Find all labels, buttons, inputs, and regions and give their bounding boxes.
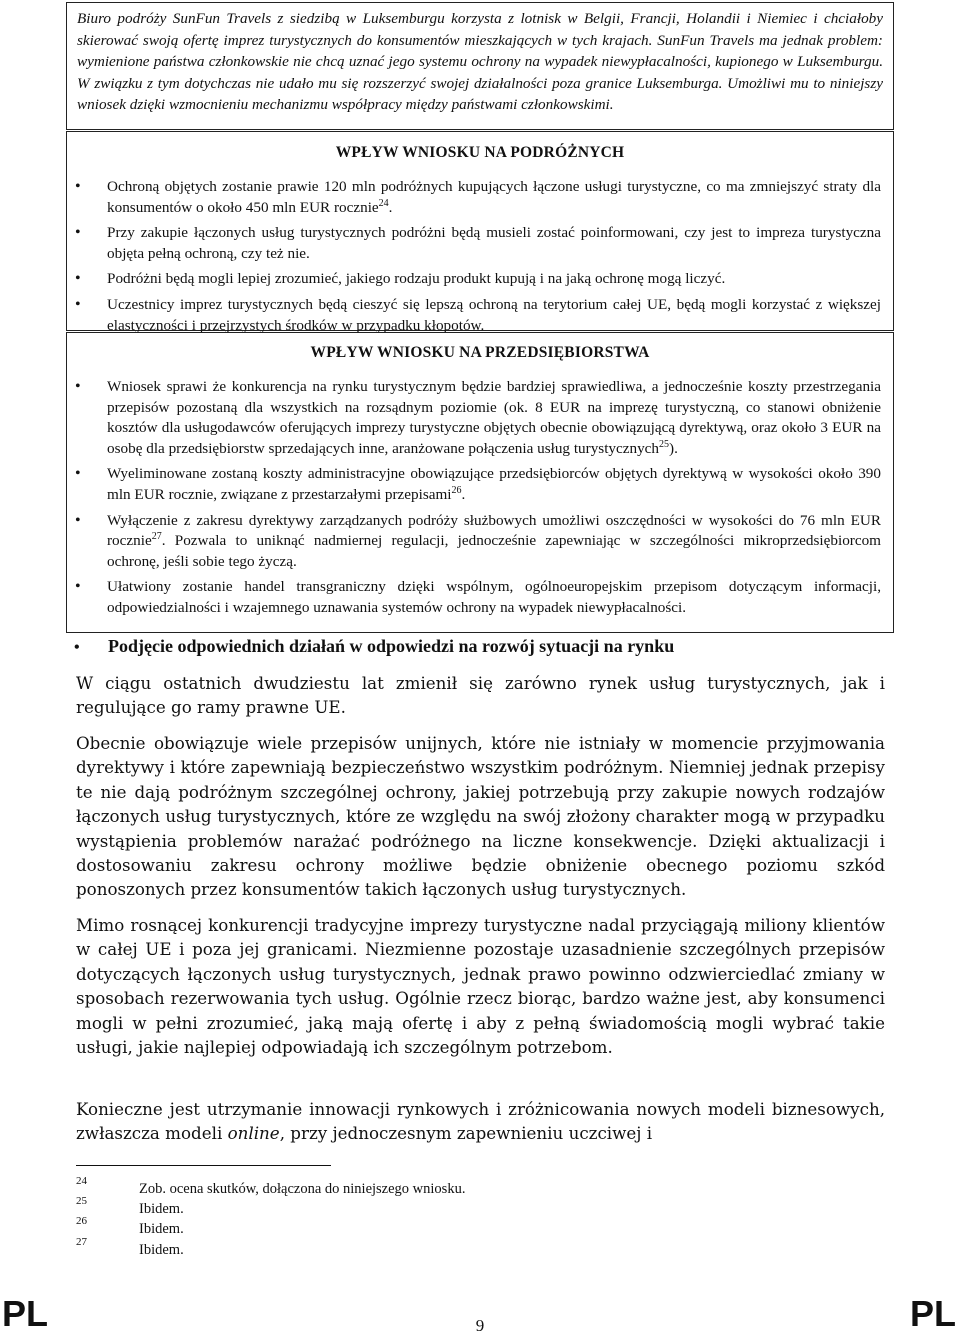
business-impact-title: WPŁYW WNIOSKU NA PRZEDSIĘBIORSTWA bbox=[310, 344, 650, 361]
list-item bbox=[67, 295, 881, 336]
business-impact-box bbox=[66, 332, 894, 633]
list-item bbox=[67, 269, 881, 290]
bullet-icon: • bbox=[75, 224, 81, 242]
body-paragraph-text-end: , przy jednoczesnym zapewnieniu uczciwej i bbox=[279, 1123, 653, 1144]
section-heading bbox=[66, 636, 674, 657]
footnote-ref[interactable]: 25 bbox=[659, 438, 670, 450]
list-item-text-end: . bbox=[388, 198, 393, 216]
footnote-number: 25 bbox=[76, 1195, 87, 1207]
list-item-text: Uczestnicy imprez turystycznych będą cieszyć się lepszą ochroną na terytorium całej UE, będą mogli korzystać z większej elastyczności i przejrzystych środków w przypadku kłopotów. bbox=[107, 295, 881, 334]
bullet-icon: • bbox=[75, 465, 81, 483]
footnote-ref[interactable]: 24 bbox=[378, 197, 389, 209]
list-item-text-end: ). bbox=[669, 439, 678, 457]
footnote-text: Zob. ocena skutków, dołączona do niniejszego wniosku. bbox=[139, 1181, 466, 1197]
section-heading-text: Podjęcie odpowiednich działań w odpowiedzi na rozwój sytuacji na rynku bbox=[108, 636, 675, 656]
bullet-icon: • bbox=[75, 270, 81, 288]
footnote-number: 26 bbox=[76, 1215, 87, 1227]
footnote-separator bbox=[76, 1165, 331, 1166]
list-item-text: Wyeliminowane zostaną koszty administracyjne obowiązujące przedsiębiorców objętych dyrektywą w wysokości około 390 mln EUR rocznie, związane z przestarzałymi przepisami bbox=[107, 465, 881, 503]
footnote-number: 24 bbox=[76, 1175, 87, 1187]
language-code-right: PL bbox=[909, 1293, 956, 1334]
list-item-text-end: . Pozwala to uniknąć nadmiernej regulacji, jednocześnie zapewniając w szczególności mikroprzedsiębiorcom ochronę, jeśli sobie tego życzą. bbox=[107, 532, 881, 570]
footnote-ref[interactable]: 27 bbox=[151, 531, 162, 543]
list-item bbox=[67, 177, 881, 218]
bullet-icon: • bbox=[75, 178, 81, 195]
list-item bbox=[67, 377, 881, 459]
footnote-text: Ibidem. bbox=[139, 1221, 184, 1237]
example-box-text: Biuro podróży SunFun Travels z siedzibą w Luksemburgu korzysta z lotnisk w Belgii, Francji, Holandii i Niemiec i chciałoby skierować swoją ofertę imprez turystycznych do konsumentów mieszkających w tych krajach. SunFun Travels ma jednak problem: wymienione państwa członkowskie nie chcą uznać jego systemu ochrony na wypadek niewypłacalności, kupionego w Luksemburgu. W związku z tym dotychczas nie udało mu się rozszerzyć swojej działalności poza granice Luksemburga. Umożliwi mu to niniejszy wniosek dzięki wzmocnieniu mechanizmu współpracy między państwami członkowskimi. bbox=[77, 10, 883, 113]
travellers-impact-box bbox=[66, 131, 894, 334]
body-paragraph: W ciągu ostatnich dwudziestu lat zmienił się zarówno rynek usług turystycznych, jak i regulujące go ramy prawne UE. bbox=[76, 673, 885, 718]
business-impact-list bbox=[67, 377, 881, 624]
list-item bbox=[67, 577, 881, 618]
bullet-icon: • bbox=[75, 295, 81, 313]
list-item-text-end: . bbox=[461, 485, 466, 503]
list-item bbox=[67, 464, 881, 505]
list-item-text: Ułatwiony zostanie handel transgraniczny dzięki wspólnym, ogólnoeuropejskim przepisom dotyczącym informacji, odpowiedzialności i wzajemnego uznawania systemów ochrony na wypadek niewypłacalności. bbox=[107, 578, 881, 616]
body-paragraph-emphasis: online bbox=[227, 1123, 280, 1144]
bullet-icon: • bbox=[75, 511, 81, 529]
body-paragraph: Obecnie obowiązuje wiele przepisów unijnych, które nie istniały w momencie przyjmowania dyrektywy i które zapewniają bezpieczeństwo wszystkim podróżnym. Niemniej jednak przepisy te nie dają podróżnym szczególnej ochrony, jakiej potrzebują przy zakupie nowych rodzajów łączonych usług turystycznych, które ze względu na swój złożony charakter mogą w przypadku wystąpienia problemów narażać podróżnego na liczne konsekwencje. Dzięki aktualizacji i dostosowaniu zakresu ochrony możliwe będzie obniżenie obecnego poziomu szkód ponoszonych przez konsumentów takich łączonych usług turystycznych. bbox=[76, 733, 885, 900]
travellers-impact-list bbox=[67, 177, 881, 341]
list-item-text: Przy zakupie łączonych usług turystycznych podróżni będą musieli zostać poinformowani, czy jest to impreza turystyczna objęta pełną ochroną, czy też nie. bbox=[107, 224, 881, 262]
list-item-text: Ochroną objętych zostanie prawie 120 mln podróżnych kupujących łączone usługi turystyczne, co ma zmniejszyć straty dla konsumentów o około 450 mln EUR rocznie bbox=[107, 178, 881, 216]
list-item bbox=[67, 223, 881, 264]
example-box bbox=[66, 2, 894, 130]
bullet-icon: • bbox=[75, 378, 81, 395]
list-item-text: Wyłączenie z zakresu dyrektywy zarządzanych podróży służbowych umożliwi oszczędności w wysokości do 76 mln EUR rocznie bbox=[107, 511, 881, 550]
body-paragraph: Mimo rosnącej konkurencji tradycyjne imprezy turystyczne nadal przyciągają miliony klientów w całej UE i poza jej granicami. Niezmienne pozostaje uzasadnienie szczególnych przepisów dotyczących łączonych usług turystycznych, jednak prawo powinno odzwierciedlać zmiany w sposobach rezerwowania tych usług. Ogólnie rzecz biorąc, bardzo ważne jest, aby konsumenci mogli w pełni zrozumieć, jaką mają ofertę i aby z pełną świadomością mogli wybrać takie usługi, jakie najlepiej odpowiadają ich szczególnym potrzebom. bbox=[76, 915, 885, 1058]
bullet-icon: • bbox=[75, 578, 81, 596]
travellers-impact-title: WPŁYW WNIOSKU NA PODRÓŻNYCH bbox=[335, 144, 625, 161]
body-paragraph-text: Konieczne jest utrzymanie innowacji rynkowych i zróżnicowania nowych modeli biznesowych, zwłaszcza modeli bbox=[76, 1099, 885, 1144]
footnote-number: 27 bbox=[76, 1236, 87, 1248]
language-code-left: PL bbox=[2, 1293, 49, 1334]
list-item bbox=[67, 511, 881, 573]
footnote-text: Ibidem. bbox=[139, 1242, 184, 1258]
footnote-ref[interactable]: 26 bbox=[451, 484, 462, 496]
list-item-text: Wniosek sprawi że konkurencja na rynku turystycznym będzie bardziej sprawiedliwa, a jednocześnie koszty przestrzegania przepisów pozostaną dla wszystkich na rozsądnym poziomie (ok. 8 EUR na imprezę turystyczną, co stanowi obniżenie kosztów dla usługodawców oferujących imprezy turystyczne objętych obecnie obowiązującą dyrektywą, oraz około 3 EUR na osobę dla przedsiębiorstw sprzedających inne, aranżowane połączenia usług turystycznych bbox=[107, 378, 881, 457]
bullet-icon: • bbox=[74, 639, 80, 656]
body-paragraph bbox=[76, 1097, 885, 1146]
footnote-text: Ibidem. bbox=[139, 1201, 184, 1217]
list-item-text: Podróżni będą mogli lepiej zrozumieć, jakiego rodzaju produkt kupują i na jaką ochronę mogą liczyć. bbox=[107, 270, 726, 288]
page-number: 9 bbox=[475, 1316, 485, 1335]
